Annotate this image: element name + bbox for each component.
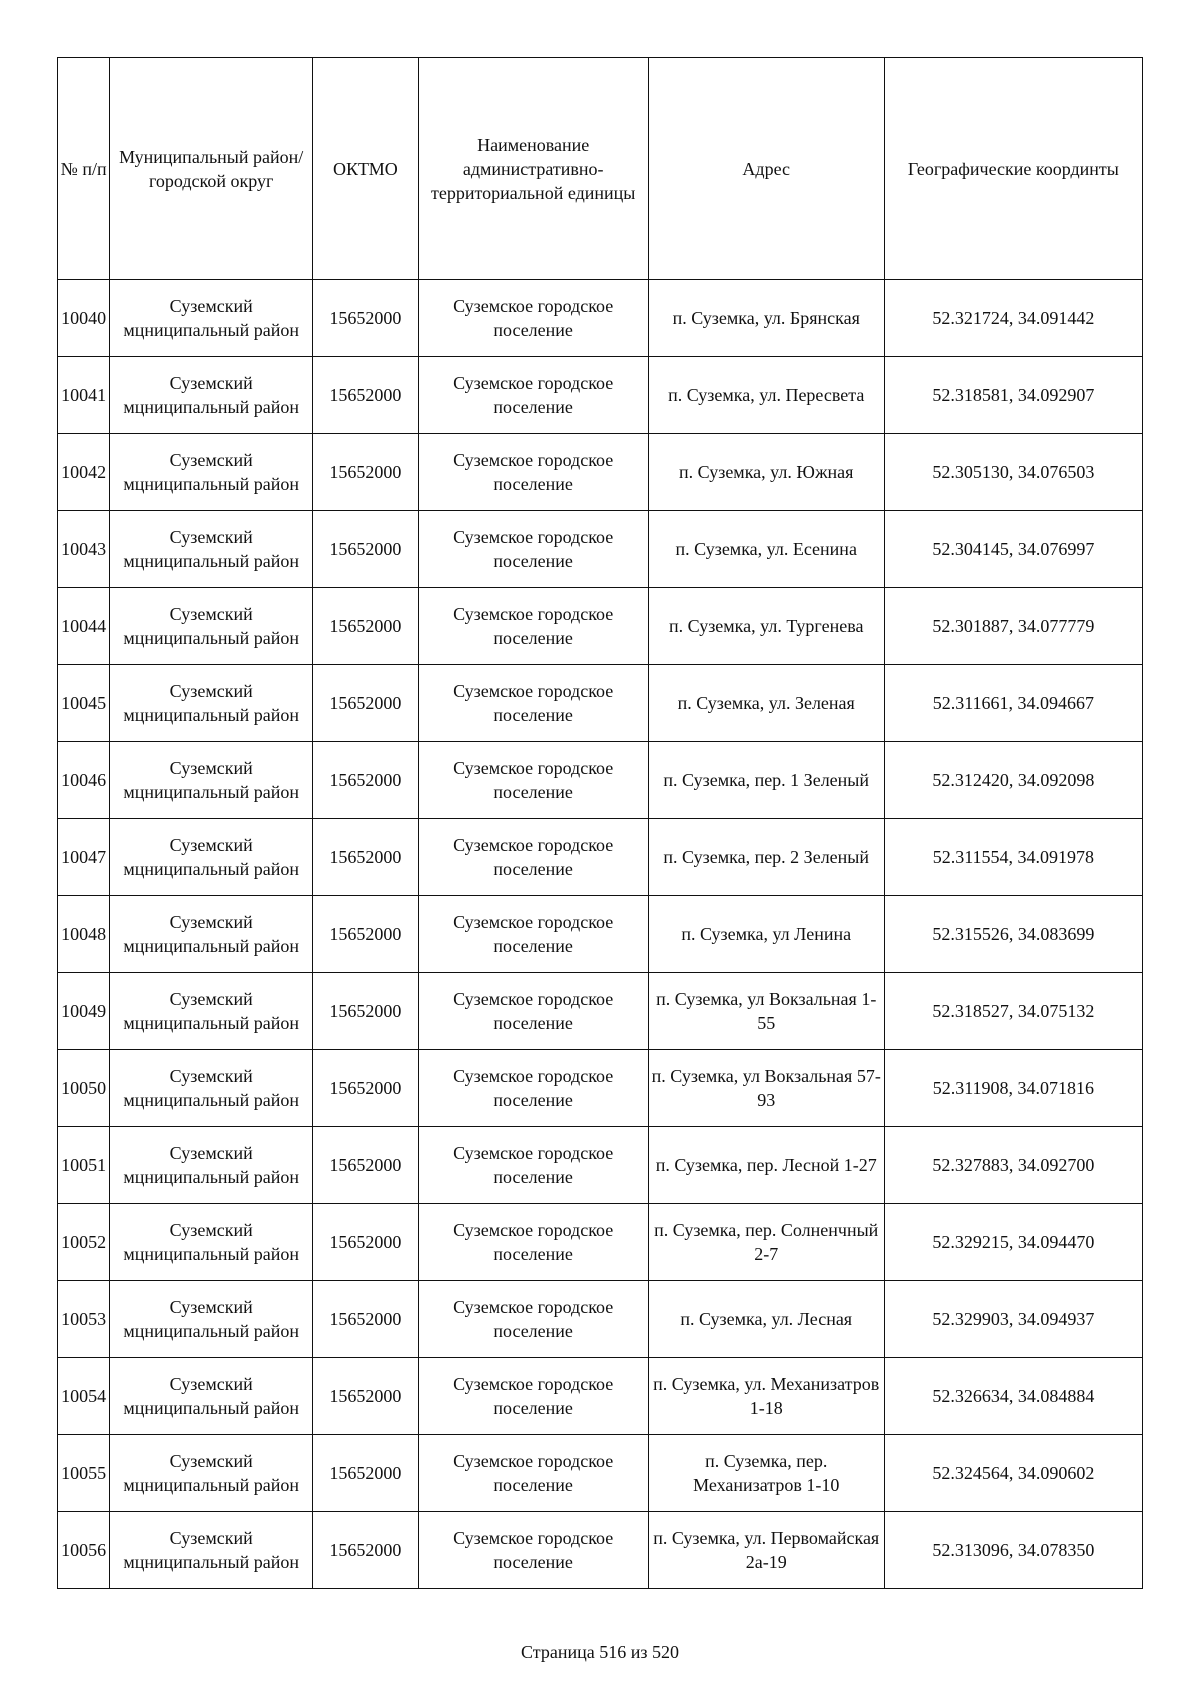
cell-district: Суземский мцниципальный район: [110, 357, 313, 434]
cell-address: п. Суземка, ул. Механизатров 1-18: [648, 1358, 884, 1435]
cell-coords: 52.329215, 34.094470: [884, 1204, 1142, 1281]
cell-address: п. Суземка, пер. Механизатров 1-10: [648, 1435, 884, 1512]
cell-address: п. Суземка, ул. Пересвета: [648, 357, 884, 434]
cell-coords: 52.327883, 34.092700: [884, 1127, 1142, 1204]
cell-coords: 52.313096, 34.078350: [884, 1512, 1142, 1589]
cell-unit: Суземское городское поселение: [418, 1127, 648, 1204]
cell-coords: 52.304145, 34.076997: [884, 511, 1142, 588]
cell-address: п. Суземка, пер. Солненчный 2-7: [648, 1204, 884, 1281]
cell-unit: Суземское городское поселение: [418, 434, 648, 511]
cell-unit: Суземское городское поселение: [418, 742, 648, 819]
cell-num: 10040: [58, 280, 110, 357]
table-row: [58, 357, 1143, 434]
cell-oktmo: 15652000: [313, 1358, 418, 1435]
table-row: [58, 280, 1143, 357]
page-number: Страница 516 из 520: [521, 1642, 679, 1662]
table-row: [58, 973, 1143, 1050]
cell-address: п. Суземка, ул Вокзальная 57-93: [648, 1050, 884, 1127]
cell-district: Суземский мцниципальный район: [110, 973, 313, 1050]
header-unit: Наименование административно-территориальной единицы: [418, 58, 648, 280]
cell-district: Суземский мцниципальный район: [110, 1358, 313, 1435]
cell-address: п. Суземка, пер. 1 Зеленый: [648, 742, 884, 819]
cell-oktmo: 15652000: [313, 1435, 418, 1512]
cell-oktmo: 15652000: [313, 588, 418, 665]
cell-address: п. Суземка, ул. Первомайская 2а-19: [648, 1512, 884, 1589]
header-coords: Географические координты: [884, 58, 1142, 280]
header-address: Адрес: [648, 58, 884, 280]
cell-address: п. Суземка, ул. Тургенева: [648, 588, 884, 665]
table-row: [58, 742, 1143, 819]
cell-address: п. Суземка, ул. Лесная: [648, 1281, 884, 1358]
cell-district: Суземский мцниципальный район: [110, 1435, 313, 1512]
cell-oktmo: 15652000: [313, 896, 418, 973]
table-row: [58, 1204, 1143, 1281]
cell-coords: 52.326634, 34.084884: [884, 1358, 1142, 1435]
cell-num: 10048: [58, 896, 110, 973]
cell-oktmo: 15652000: [313, 1204, 418, 1281]
cell-district: Суземский мцниципальный район: [110, 665, 313, 742]
cell-oktmo: 15652000: [313, 511, 418, 588]
cell-district: Суземский мцниципальный район: [110, 1204, 313, 1281]
cell-unit: Суземское городское поселение: [418, 511, 648, 588]
table-header-row: [58, 58, 1143, 280]
header-oktmo: ОКТМО: [313, 58, 418, 280]
cell-unit: Суземское городское поселение: [418, 1358, 648, 1435]
table-row: [58, 1050, 1143, 1127]
cell-unit: Суземское городское поселение: [418, 819, 648, 896]
cell-address: п. Суземка, ул. Брянская: [648, 280, 884, 357]
cell-district: Суземский мцниципальный район: [110, 896, 313, 973]
cell-unit: Суземское городское поселение: [418, 280, 648, 357]
table-row: [58, 511, 1143, 588]
cell-num: 10045: [58, 665, 110, 742]
cell-district: Суземский мцниципальный район: [110, 1127, 313, 1204]
cell-unit: Суземское городское поселение: [418, 665, 648, 742]
cell-district: Суземский мцниципальный район: [110, 511, 313, 588]
cell-oktmo: 15652000: [313, 665, 418, 742]
cell-num: 10044: [58, 588, 110, 665]
cell-coords: 52.315526, 34.083699: [884, 896, 1142, 973]
registry-table: [57, 57, 1143, 1589]
cell-district: Суземский мцниципальный район: [110, 742, 313, 819]
cell-unit: Суземское городское поселение: [418, 1281, 648, 1358]
cell-unit: Суземское городское поселение: [418, 357, 648, 434]
cell-district: Суземский мцниципальный район: [110, 588, 313, 665]
table-row: [58, 896, 1143, 973]
cell-oktmo: 15652000: [313, 1512, 418, 1589]
cell-unit: Суземское городское поселение: [418, 1435, 648, 1512]
table-row: [58, 1358, 1143, 1435]
cell-oktmo: 15652000: [313, 280, 418, 357]
table-row: [58, 1281, 1143, 1358]
cell-num: 10050: [58, 1050, 110, 1127]
cell-coords: 52.301887, 34.077779: [884, 588, 1142, 665]
cell-address: п. Суземка, ул Вокзальная 1-55: [648, 973, 884, 1050]
cell-oktmo: 15652000: [313, 742, 418, 819]
cell-district: Суземский мцниципальный район: [110, 1512, 313, 1589]
cell-num: 10051: [58, 1127, 110, 1204]
table-row: [58, 665, 1143, 742]
cell-address: п. Суземка, ул. Южная: [648, 434, 884, 511]
cell-num: 10043: [58, 511, 110, 588]
cell-oktmo: 15652000: [313, 1050, 418, 1127]
cell-coords: 52.305130, 34.076503: [884, 434, 1142, 511]
cell-district: Суземский мцниципальный район: [110, 819, 313, 896]
cell-coords: 52.321724, 34.091442: [884, 280, 1142, 357]
cell-oktmo: 15652000: [313, 1127, 418, 1204]
table-row: [58, 1127, 1143, 1204]
cell-oktmo: 15652000: [313, 434, 418, 511]
cell-coords: 52.318527, 34.075132: [884, 973, 1142, 1050]
cell-num: 10041: [58, 357, 110, 434]
cell-coords: 52.329903, 34.094937: [884, 1281, 1142, 1358]
cell-unit: Суземское городское поселение: [418, 1204, 648, 1281]
cell-address: п. Суземка, пер. 2 Зеленый: [648, 819, 884, 896]
cell-num: 10055: [58, 1435, 110, 1512]
cell-unit: Суземское городское поселение: [418, 1050, 648, 1127]
table-row: [58, 1435, 1143, 1512]
table-row: [58, 819, 1143, 896]
cell-num: 10052: [58, 1204, 110, 1281]
cell-district: Суземский мцниципальный район: [110, 1281, 313, 1358]
cell-coords: 52.324564, 34.090602: [884, 1435, 1142, 1512]
cell-unit: Суземское городское поселение: [418, 588, 648, 665]
cell-coords: 52.311661, 34.094667: [884, 665, 1142, 742]
cell-oktmo: 15652000: [313, 1281, 418, 1358]
header-num: № п/п: [58, 58, 110, 280]
cell-unit: Суземское городское поселение: [418, 973, 648, 1050]
cell-coords: 52.318581, 34.092907: [884, 357, 1142, 434]
cell-num: 10042: [58, 434, 110, 511]
table-row: [58, 434, 1143, 511]
header-district: Муниципальный район/городской округ: [110, 58, 313, 280]
cell-district: Суземский мцниципальный район: [110, 1050, 313, 1127]
cell-address: п. Суземка, ул. Зеленая: [648, 665, 884, 742]
cell-address: п. Суземка, ул. Есенина: [648, 511, 884, 588]
table-row: [58, 1512, 1143, 1589]
cell-coords: 52.312420, 34.092098: [884, 742, 1142, 819]
cell-oktmo: 15652000: [313, 973, 418, 1050]
cell-num: 10054: [58, 1358, 110, 1435]
cell-num: 10049: [58, 973, 110, 1050]
cell-num: 10053: [58, 1281, 110, 1358]
cell-address: п. Суземка, пер. Лесной 1-27: [648, 1127, 884, 1204]
table-body: [58, 280, 1143, 1589]
table-row: [58, 588, 1143, 665]
cell-coords: 52.311908, 34.071816: [884, 1050, 1142, 1127]
cell-district: Суземский мцниципальный район: [110, 434, 313, 511]
cell-unit: Суземское городское поселение: [418, 896, 648, 973]
cell-district: Суземский мцниципальный район: [110, 280, 313, 357]
cell-oktmo: 15652000: [313, 357, 418, 434]
cell-unit: Суземское городское поселение: [418, 1512, 648, 1589]
cell-oktmo: 15652000: [313, 819, 418, 896]
cell-num: 10047: [58, 819, 110, 896]
cell-address: п. Суземка, ул Ленина: [648, 896, 884, 973]
cell-coords: 52.311554, 34.091978: [884, 819, 1142, 896]
cell-num: 10056: [58, 1512, 110, 1589]
cell-num: 10046: [58, 742, 110, 819]
